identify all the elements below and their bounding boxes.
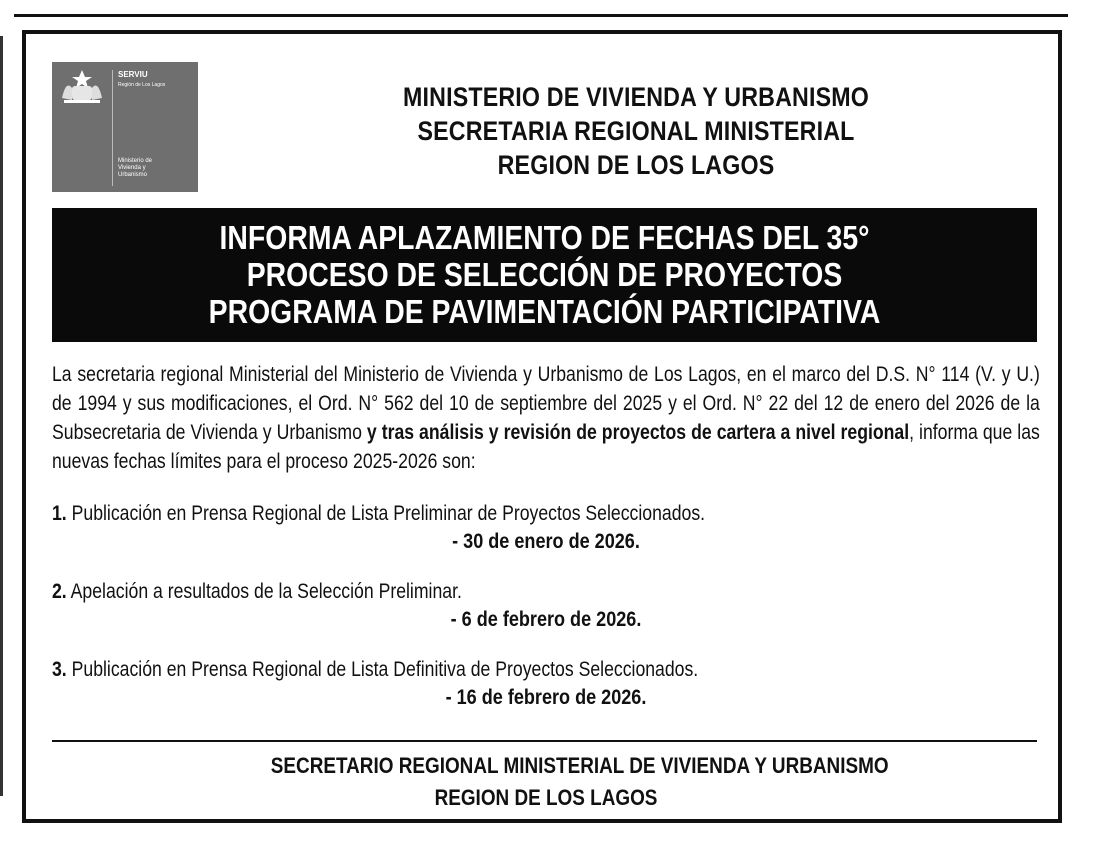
logo-region: Región de Los Lagos [118,82,166,88]
notice-paragraph [52,360,1040,476]
signature-block [270,750,889,814]
paragraph-intro: La secretaria regional Ministerial del Ministerio de Vivienda y Urbanismo de Los Lagos, en el marco del D.S. N° 114 (V. y U.) de 1994 y sus modificaciones, el Ord. N° 562 del 10 de septiembre del 2025 y el Ord. N° 22 del 12 de enero del 2026 de la Subsecretaria de Vivienda y Urbanismo [52,363,1040,444]
headline-line-2: PROCESO DE SELECCIÓN DE PROYECTOS [246,256,843,293]
signature-region: REGION DE LOS LAGOS [434,785,658,810]
region-line: REGION DE LOS LAGOS [497,150,775,180]
list-item [52,578,1040,634]
side-rule [0,36,3,796]
list-item [52,500,1040,556]
headline-banner [52,208,1037,342]
footer-divider [52,740,1037,742]
item-date: - 6 de febrero de 2026. [450,608,642,631]
coat-of-arms-icon [58,68,106,106]
item-date: - 30 de enero de 2026. [452,530,640,553]
item-number: 1. [52,502,67,525]
ministry-header [361,80,911,182]
logo-divider [112,70,113,186]
paragraph-outro: , informa que las nuevas fechas límites para el proceso 2025-2026 son: [52,421,1040,473]
ministry-line: MINISTERIO DE VIVIENDA Y URBANISMO [402,82,870,112]
item-date: - 16 de febrero de 2026. [445,686,647,709]
signature-title: SECRETARIO REGIONAL MINISTERIAL DE VIVIENDA Y URBANISMO [270,753,889,778]
item-number: 3. [52,658,67,681]
headline-line-3: PROGRAMA DE PAVIMENTACIÓN PARTICIPATIVA [208,293,881,330]
logo-ministry: Ministerio de Vivienda y Urbanismo [118,158,153,178]
headline-line-1: INFORMA APLAZAMIENTO DE FECHAS DEL 35° [219,219,870,256]
item-text: Publicación en Prensa Regional de Lista Preliminar de Proyectos Seleccionados. [71,502,706,525]
item-text: Apelación a resultados de la Selección Preliminar. [70,580,462,603]
top-rule [14,14,1068,17]
notice-frame [22,30,1062,823]
serviu-logo [52,62,198,192]
list-item [52,656,1040,712]
logo-brand: SERVIU [118,70,148,79]
paragraph-emphasis: y tras análisis y revisión de proyectos de cartera a nivel regional [366,421,910,444]
item-text: Publicación en Prensa Regional de Lista Definitiva de Proyectos Seleccionados. [71,658,699,681]
item-number: 2. [52,580,67,603]
secretariat-line: SECRETARIA REGIONAL MINISTERIAL [417,116,855,146]
